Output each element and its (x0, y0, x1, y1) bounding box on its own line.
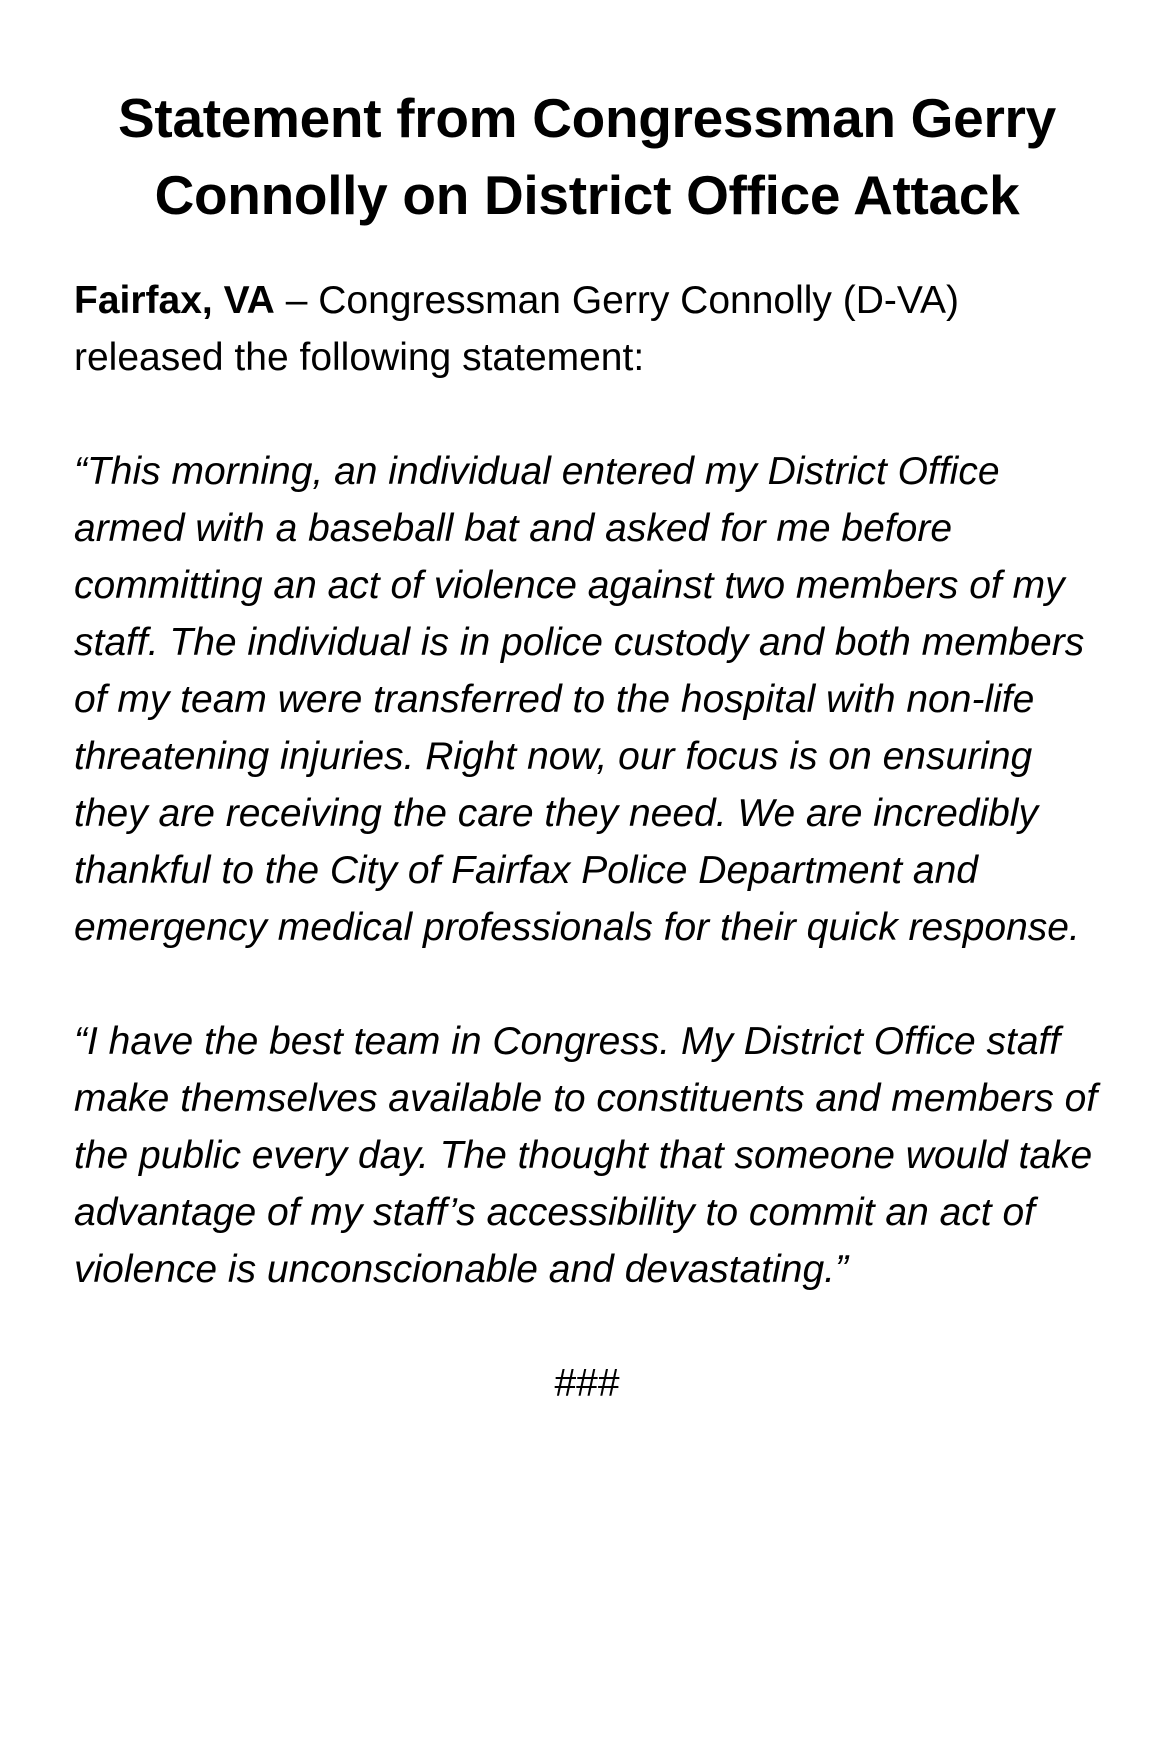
dateline-location: Fairfax, VA (74, 279, 275, 322)
page-title: Statement from Congressman Gerry Connolly on District Office Attack (118, 87, 1056, 226)
dateline (74, 272, 1100, 386)
end-mark: ### (554, 1362, 620, 1405)
dateline-text: – Congressman Gerry Connolly (D-VA) released the following statement: (74, 279, 960, 379)
quote-paragraph-1: “This morning, an individual entered my District Office armed with a baseball bat and asked for me before committing an act of violence against two members of my staff. The individual is in police custody and both members of my team were transferred to the hospital with non-life threatening injuries. Right now, our focus is on ensuring they are receiving the care they need. We are incredibly thankful to the City of Fairfax Police Department and emergency medical professionals for their quick response. (74, 450, 1085, 949)
quote-paragraph-2: “I have the best team in Congress. My District Office staff make themselves available to constituents and members of the public every day. The thought that someone would take advantage of my staff’s accessibility to commit an act of violence is unconscionable and devastating.” (74, 1020, 1098, 1291)
